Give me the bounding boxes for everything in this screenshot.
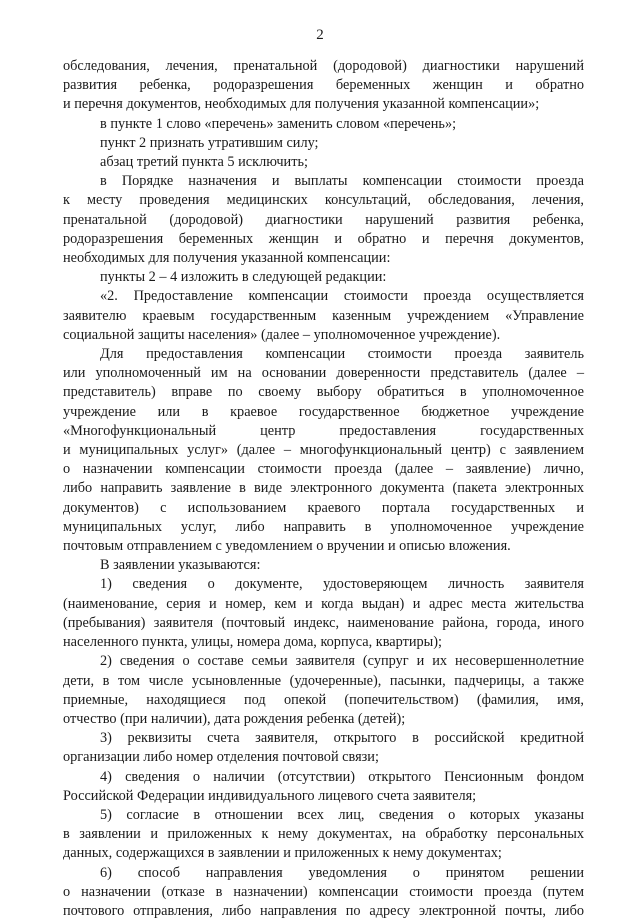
- text-line: пункт 2 признать утратившим силу;: [100, 134, 319, 151]
- text-line: данных, содержащихся в заявлении и приложенных к нему документах;: [63, 845, 502, 862]
- text-line: организации либо номер отделения почтовой связи;: [63, 749, 379, 766]
- text-line: необходимых для получения указанной компенсации:: [63, 250, 391, 267]
- text-line: почтовым отправлением с уведомлением о вручении и описью вложения.: [63, 538, 511, 555]
- text-line: обследования, лечения, пренатальной (дородовой) диагностики нарушений: [63, 58, 584, 74]
- text-line: 5) согласие в отношении всех лиц, сведения о которых указаны: [100, 806, 584, 823]
- paragraph: [63, 575, 584, 652]
- paragraph: [63, 652, 584, 729]
- page-number: 2: [316, 27, 324, 43]
- text-line: в Порядке назначения и выплаты компенсации стоимости проезда: [100, 173, 584, 190]
- paragraph: [63, 115, 584, 134]
- text-line: в пункте 1 слово «перечень» заменить словом «перечень»;: [100, 115, 457, 132]
- text-line: абзац третий пункта 5 исключить;: [100, 154, 308, 171]
- text-line: Для предоставления компенсации стоимости проезда заявитель: [100, 346, 584, 363]
- text-line: отчество (при наличии), дата рождения ребенка (детей);: [63, 710, 406, 727]
- text-line: о назначении (отказе в назначении) компенсации стоимости проезда (путем: [63, 883, 584, 900]
- paragraph: [63, 864, 584, 921]
- text-line: заявителю краевым государственным казенным учреждением «Управление: [63, 307, 584, 324]
- text-line: «Многофункциональный центр предоставления государственных: [63, 422, 584, 439]
- text-line: населенного пункта, улицы, номера дома, корпуса, квартиры);: [63, 634, 442, 651]
- text-line: 3) реквизиты счета заявителя, открытого в российской кредитной: [100, 730, 584, 747]
- text-line: дети, в том числе усыновленные (удочеренные), пасынки, падчерицы, а также: [63, 672, 584, 689]
- text-line: (наименование, серия и номер, кем и когда выдан) и адрес места жительства: [63, 595, 584, 612]
- paragraph: [63, 556, 584, 575]
- text-line: развития ребенка, родоразрешения беременных женщин и обратно: [63, 77, 584, 94]
- text-line: (пребывания) заявителя (почтовый индекс, наименование района, города, иного: [63, 614, 584, 631]
- document-body: [63, 57, 584, 921]
- text-line: и перечня документов, необходимых для получения указанной компенсации»;: [63, 96, 540, 113]
- text-line: документов) с использованием краевого портала государственных и: [63, 499, 584, 516]
- paragraph: [63, 268, 584, 287]
- text-line: 4) сведения о наличии (отсутствии) открытого Пенсионным фондом: [100, 768, 584, 785]
- text-line: учреждение или в краевое государственное бюджетное учреждение: [63, 403, 584, 420]
- paragraph: [63, 153, 584, 172]
- text-line: или уполномоченный им на основании доверенности представитель (далее –: [63, 365, 584, 382]
- paragraph: [63, 134, 584, 153]
- text-line: 6) способ направления уведомления о принятом решении: [100, 864, 584, 881]
- text-line: либо направить заявление в виде электронного документа (пакета электронных: [63, 480, 584, 497]
- text-line: и муниципальных услуг» (далее – многофункциональный центр) с заявлением: [63, 442, 584, 459]
- text-line: почтового отправления, либо направления по адресу электронной почты, либо: [63, 902, 584, 919]
- text-line: 1) сведения о документе, удостоверяющем личность заявителя: [100, 576, 584, 593]
- text-line: В заявлении указываются:: [100, 557, 261, 574]
- text-line: 2) сведения о составе семьи заявителя (супруг и их несовершеннолетние: [100, 653, 584, 670]
- text-line: муниципальных услуг, либо направить в уполномоченное учреждение: [63, 518, 584, 535]
- paragraph: [63, 729, 584, 767]
- text-line: Российской Федерации индивидуального лицевого счета заявителя;: [63, 787, 477, 804]
- paragraph: [63, 172, 584, 268]
- text-line: «2. Предоставление компенсации стоимости проезда осуществляется: [100, 288, 584, 305]
- text-line: социальной защиты населения» (далее – уполномоченное учреждение).: [63, 326, 501, 343]
- paragraph: [63, 806, 584, 864]
- paragraph: [63, 345, 584, 556]
- text-line: родоразрешения беременных женщин и обратно и перечня документов,: [63, 230, 584, 247]
- paragraph: [63, 57, 584, 115]
- text-line: приемные, находящиеся под опекой (попечительством) (фамилия, имя,: [63, 691, 584, 708]
- text-line: в заявлении и приложенных к нему документах, на обработку персональных: [63, 826, 584, 843]
- paragraph: [63, 287, 584, 345]
- paragraph: [63, 768, 584, 806]
- text-line: пункты 2 – 4 изложить в следующей редакции:: [100, 269, 387, 286]
- text-line: к месту проведения медицинских консультаций, обследования, лечения,: [63, 192, 584, 209]
- text-line: о назначении компенсации стоимости проезда (далее – заявление) лично,: [63, 461, 584, 478]
- text-line: представитель) вправе по своему выбору обратиться в уполномоченное: [63, 384, 584, 401]
- text-line: пренатальной (дородовой) диагностики нарушений развития ребенка,: [63, 211, 584, 228]
